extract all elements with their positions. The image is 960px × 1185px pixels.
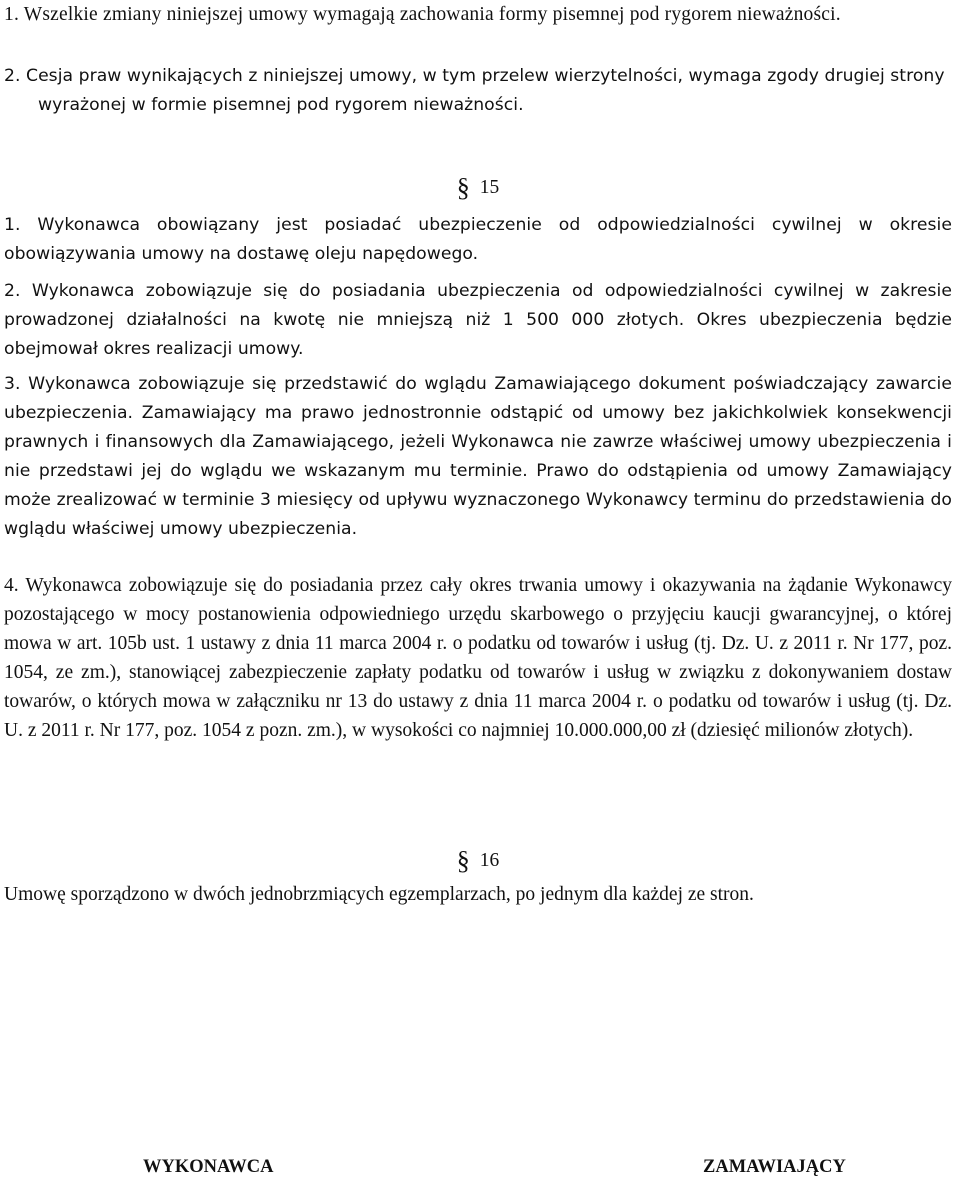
section15-paragraph-4: 4. Wykonawca zobowiązuje się do posiadania przez cały okres trwania umowy i okazywania na żądanie Wykonawcy pozostającego w mocy postanowienia odpowiedniego urzędu skarbowego o przyjęciu kaucji gwarancyjnej, o której mowa w art. 105b ust. 1 ustawy z dnia 11 marca 2004 r. o podatku od towarów i usług (tj. Dz. U. z 2011 r. Nr 177, poz. 1054, ze zm.), stanowiącej zabezpieczenie zapłaty podatku od towarów i usług w związku z dokonywaniem dostaw towarów, o których mowa w załączniku nr 13 do ustawy z dnia 11 marca 2004 r. o podatku od towarów i usług (tj. Dz. U. z 2011 r. Nr 177, poz. 1054 z pozn. zm.), w wysokości co najmniej 10.000.000,00 zł (dziesięć milionów złotych). [4, 575, 952, 741]
signature-client-label: ZAMAWIAJĄCY [703, 1157, 846, 1177]
section-symbol-16: § [456, 846, 470, 875]
section15-heading [4, 170, 952, 202]
signature-contractor-label: WYKONAWCA [143, 1157, 274, 1177]
section16-paragraph-1: Umowę sporządzono w dwóch jednobrzmiących egzemplarzach, po jednym dla każdej ze stron. [4, 884, 754, 905]
section15-paragraph-3: 3. Wykonawca zobowiązuje się przedstawić do wglądu Zamawiającego dokument poświadczający zawarcie ubezpieczenia. Zamawiający ma prawo jednostronnie odstąpić od umowy bez jakichkolwiek konsekwencji prawnych i finansowych dla Zamawiającego, jeżeli Wykonawca nie zawrze właściwej umowy ubezpieczenia i nie przedstawi jej do wglądu we wskazanym mu terminie. Prawo do odstąpienia od umowy Zamawiający może zrealizować w terminie 3 miesięcy od upływu wyznaczonego Wykonawcy terminu do przedstawienia do wglądu właściwej umowy ubezpieczenia. [4, 374, 952, 539]
section15-paragraph-2: 2. Wykonawca zobowiązuje się do posiadania ubezpieczenia od odpowiedzialności cywilnej w zakresie prowadzonej działalności na kwotę nie mniejszą niż 1 500 000 złotych. Okres ubezpieczenia będzie obejmował okres realizacji umowy. [4, 281, 952, 359]
section-symbol-15: § [456, 173, 470, 202]
section14-paragraph-1: 1. Wszelkie zmiany niniejszej umowy wymagają zachowania formy pisemnej pod rygorem nieważności. [4, 4, 841, 25]
section-number-15: 15 [479, 177, 500, 198]
section-number-16: 16 [479, 850, 500, 871]
section14-paragraph-2: 2. Cesja praw wynikających z niniejszej umowy, w tym przelew wierzytelności, wymaga zgody drugiej strony wyrażonej w formie pisemnej pod rygorem nieważności. [4, 66, 945, 115]
section16-heading [4, 843, 952, 875]
section15-paragraph-1: 1. Wykonawca obowiązany jest posiadać ubezpieczenie od odpowiedzialności cywilnej w okresie obowiązywania umowy na dostawę oleju napędowego. [4, 215, 952, 264]
signature-row [0, 1153, 960, 1185]
